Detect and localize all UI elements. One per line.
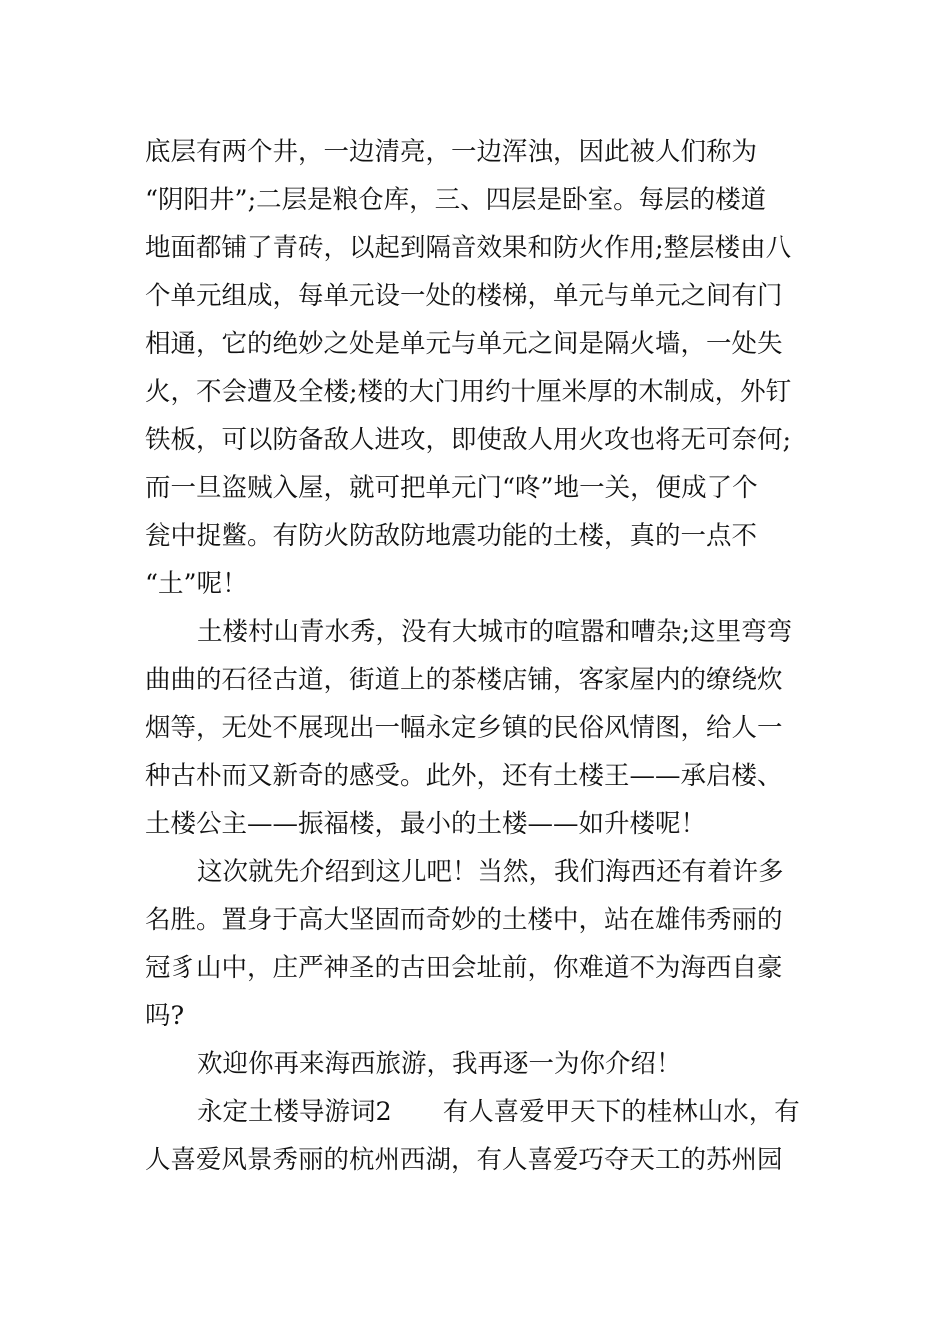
text-line: 铁板，可以防备敌人进攻，即使敌人用火攻也将无可奈何; — [145, 425, 792, 455]
text-line: “土”呢！ — [145, 569, 248, 599]
text-line: 吗? — [145, 1001, 185, 1031]
text-line: 相通，它的绝妙之处是单元与单元之间是隔火墙，一处失 — [145, 329, 783, 359]
document-body — [145, 128, 810, 1184]
text-line: 种古朴而又新奇的感受。此外，还有土楼王——承启楼、 — [145, 761, 783, 791]
text-line: 冠豸山中，庄严神圣的古田会址前，你难道不为海西自豪 — [145, 953, 783, 983]
text-line: 地面都铺了青砖，以起到隔音效果和防火作用;整层楼由八 — [145, 233, 792, 263]
text-line: 而一旦盗贼入屋，就可把单元门“咚”地一关，便成了个 — [145, 473, 758, 503]
text-line: 土楼公主——振福楼，最小的土楼——如升楼呢！ — [145, 809, 707, 839]
text-line: 名胜。置身于高大坚固而奇妙的土楼中，站在雄伟秀丽的 — [145, 905, 783, 935]
text-line: 个单元组成，每单元设一处的楼梯，单元与单元之间有门 — [145, 281, 783, 311]
text-line: 曲曲的石径古道，街道上的茶楼店铺，客家屋内的缭绕炊 — [145, 665, 783, 695]
section-heading-line: 永定土楼导游词2 有人喜爱甲天下的桂林山水，有 — [197, 1097, 800, 1127]
paragraph-start-line: 土楼村山青水秀，没有大城市的喧嚣和嘈杂;这里弯弯 — [197, 617, 793, 647]
text-line: 底层有两个井，一边清亮，一边浑浊，因此被人们称为 — [145, 137, 758, 167]
paragraph-start-line: 这次就先介绍到这儿吧！当然，我们海西还有着许多 — [197, 857, 784, 887]
paragraph-start-line: 欢迎你再来海西旅游，我再逐一为你介绍！ — [197, 1049, 682, 1079]
text-line: 瓮中捉鳖。有防火防敌防地震功能的土楼，真的一点不 — [145, 521, 758, 551]
text-line: “阴阳井”;二层是粮仓库，三、四层是卧室。每层的楼道 — [145, 185, 767, 215]
text-line: 火，不会遭及全楼;楼的大门用约十厘米厚的木制成，外钉 — [145, 377, 792, 407]
text-line: 烟等，无处不展现出一幅永定乡镇的民俗风情图，给人一 — [145, 713, 783, 743]
text-line: 人喜爱风景秀丽的杭州西湖，有人喜爱巧夺天工的苏州园 — [145, 1145, 783, 1175]
